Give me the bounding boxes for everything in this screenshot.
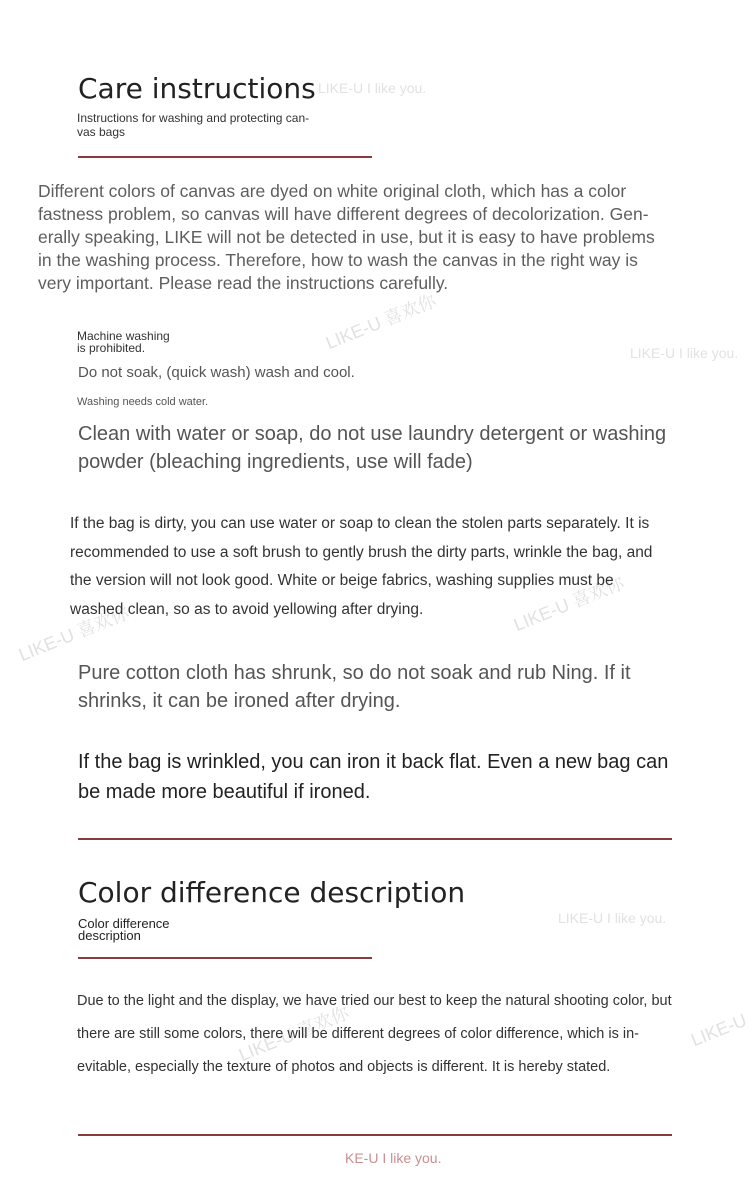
watermark: LIKE-U 喜欢你: [235, 1002, 352, 1066]
color-line: Due to the light and the display, we have tried our best to keep the natural shooting color, but: [77, 993, 672, 1009]
section-divider: [78, 156, 372, 158]
dirty-line: recommended to use a soft brush to gently brush the dirty parts, wrinkle the bag, and: [70, 543, 653, 561]
clean-line: Clean with water or soap, do not use laundry detergent or washing: [78, 423, 667, 445]
section-divider: [78, 957, 372, 959]
watermark: LIKE-U I like you.: [558, 910, 667, 926]
iron-line: If the bag is wrinkled, you can iron it back flat. Even a new bag can: [78, 751, 669, 773]
cotton-line: shrinks, it can be ironed after drying.: [78, 690, 401, 712]
dirty-bag-paragraph: [70, 510, 720, 624]
watermark: LIKE-U 喜欢你: [510, 572, 627, 636]
watermark: LIKE-U 喜欢你: [15, 602, 132, 666]
color-line: evitable, especially the texture of photos and objects is different. It is hereby stated.: [77, 1059, 611, 1075]
no-soak-note: Do not soak, (quick wash) wash and cool.: [78, 364, 355, 381]
dirty-line: the version will not look good. White or beige fabrics, washing supplies must be: [70, 572, 614, 589]
color-subtitle-line: Color difference: [78, 916, 170, 931]
care-subtitle: [77, 111, 309, 139]
care-intro-paragraph: [38, 180, 718, 295]
color-difference-paragraph: [77, 985, 737, 1084]
machine-washing-line: Machine washing: [77, 329, 170, 343]
iron-line: be made more beautiful if ironed.: [78, 781, 371, 803]
care-subtitle-line: vas bags: [77, 125, 126, 139]
color-subtitle-line: description: [78, 928, 141, 943]
color-title: Color difference description: [78, 876, 466, 909]
watermark: LIKE-U 喜欢你: [322, 290, 439, 354]
section-divider: [78, 838, 672, 840]
intro-line: in the washing process. Therefore, how to wash the canvas in the right way is: [38, 250, 638, 270]
intro-line: Different colors of canvas are dyed on white original cloth, which has a color: [38, 181, 627, 201]
machine-washing-line: is prohibited.: [77, 341, 146, 355]
machine-washing-note: [77, 330, 170, 354]
care-subtitle-line: Instructions for washing and protecting can-: [77, 111, 310, 125]
cotton-shrink-note: [78, 659, 718, 715]
cold-water-note: Washing needs cold water.: [77, 396, 209, 408]
watermark: LIKE-U I like you.: [318, 80, 427, 96]
dirty-line: If the bag is dirty, you can use water or soap to clean the stolen parts separately. It is: [70, 515, 650, 532]
footer-brand: KE-U I like you.: [345, 1150, 442, 1166]
section-divider: [78, 1134, 672, 1136]
clean-line: powder (bleaching ingredients, use will fade): [78, 451, 473, 473]
color-subtitle: [78, 918, 170, 942]
color-line: there are still some colors, there will be different degrees of color difference, which is in-: [77, 1026, 640, 1042]
cotton-line: Pure cotton cloth has shrunk, so do not soak and rub Ning. If it: [78, 662, 631, 684]
dirty-line: washed clean, so as to avoid yellowing after drying.: [70, 600, 424, 618]
clean-instruction: [78, 420, 718, 476]
intro-line: very important. Please read the instructions carefully.: [38, 273, 449, 293]
watermark: LIKE-U I like you.: [630, 345, 739, 361]
intro-line: fastness problem, so canvas will have different degrees of decolorization. Gen-: [38, 204, 649, 224]
intro-line: erally speaking, LIKE will not be detected in use, but it is easy to have problems: [38, 227, 655, 247]
iron-note: [78, 747, 718, 807]
care-title: Care instructions: [78, 72, 316, 105]
watermark: LIKE-U: [688, 1009, 750, 1051]
